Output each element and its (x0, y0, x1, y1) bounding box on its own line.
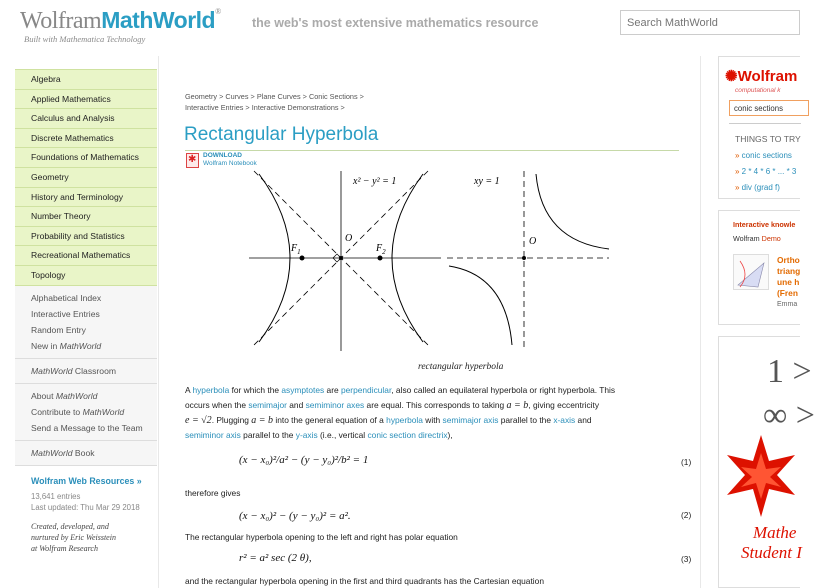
math-inline: e = √2 (185, 415, 212, 426)
focus-1-label: $F_1$ (291, 243, 301, 256)
link-semiminor-axes[interactable]: semiminor axes (305, 400, 365, 410)
sidebar-item-algebra[interactable]: Algebra (15, 70, 157, 90)
breadcrumb-plane-curves[interactable]: Plane Curves (256, 92, 301, 101)
sidebar-item-number-theory[interactable]: Number Theory (15, 207, 157, 227)
title-divider (185, 150, 679, 151)
sidebar-item-discrete-mathematics[interactable]: Discrete Mathematics (15, 129, 157, 149)
text: with (422, 415, 443, 425)
right-plot (447, 171, 609, 351)
interactive-entries-link[interactable]: Interactive Entries (31, 308, 100, 319)
demo-label: Demo (761, 234, 781, 243)
link-y-axis[interactable]: y-axis (295, 430, 318, 440)
breadcrumb-interactive-demos[interactable]: Interactive Demonstrations (251, 102, 339, 112)
link-hyperbola[interactable]: hyperbola (386, 415, 423, 425)
topic-nav (15, 69, 157, 286)
arrow-icon: » (735, 167, 742, 176)
text: , giving eccentricity (528, 400, 600, 410)
mathworld-logo[interactable] (20, 7, 221, 35)
intro-paragraph (185, 383, 685, 443)
credit-line: at Wolfram Research (31, 543, 98, 553)
text: , also called an equilateral hyperbola or right hyperbola. This (391, 385, 616, 395)
breadcrumb-interactive-entries[interactable]: Interactive Entries (185, 102, 244, 112)
hyperbola-branch-q1 (536, 174, 609, 249)
demo-heading: Interactive knowle (733, 220, 796, 229)
equation-1: (x − x₀)²/a² − (y − y₀)²/b² = 1 (239, 454, 369, 466)
wolfram-web-resources-link[interactable]: Wolfram Web Resources » (31, 475, 142, 486)
link-perpendicular[interactable]: perpendicular (340, 385, 392, 395)
link-semiminor-axis[interactable]: semiminor axis (185, 430, 241, 440)
page-title: Rectangular Hyperbola (184, 124, 379, 145)
contribute-link[interactable] (15, 404, 157, 420)
link-x-axis[interactable]: x-axis (553, 415, 576, 425)
link-hyperbola[interactable]: hyperbola (192, 385, 230, 395)
last-updated: Last updated: Thu Mar 29 2018 (31, 502, 140, 512)
left-plot (249, 171, 441, 351)
text: are (324, 385, 341, 395)
focus-2-label: $F_2$ (376, 243, 386, 256)
search-input[interactable] (620, 10, 800, 35)
credit-line: Created, developed, and (31, 521, 109, 531)
credit-line: nurtured by Eric Weisstein (31, 532, 116, 542)
promo-infinity: ∞ > (763, 397, 815, 434)
wolfram-alpha-input[interactable] (729, 100, 809, 116)
polar-text: The rectangular hyperbola opening to the left and right has polar equation (185, 532, 458, 542)
demo-thumbnail-graphic (734, 255, 770, 291)
download-label: DOWNLOAD (203, 152, 242, 159)
link-semimajor[interactable]: semimajor (248, 400, 287, 410)
demo-title-line: Ortho (777, 255, 800, 265)
breadcrumb-conic-sections[interactable]: Conic Sections (308, 92, 358, 101)
wa-example-text: div (grad f) (741, 183, 780, 192)
figure-caption: rectangular hyperbola (418, 362, 504, 372)
arrow-icon: » (735, 151, 742, 160)
breadcrumb (185, 92, 364, 113)
download-sub-label: Wolfram Notebook (203, 160, 257, 167)
equation-1-number: (1) (681, 457, 692, 467)
wa-logo-text: Wolfram (737, 68, 798, 85)
new-in-prefix: New in (31, 340, 60, 351)
hyperbola-branch-q3 (449, 266, 512, 345)
right-column (718, 56, 815, 588)
demo-title-line: (Fren (777, 288, 798, 298)
mathworld-book-link[interactable] (15, 445, 157, 461)
mathworld-classroom-link[interactable] (15, 363, 157, 379)
right-equation-label: xy = 1 (474, 176, 500, 187)
hyperbola-figure (249, 171, 609, 361)
contribute-prefix: Contribute to (31, 406, 83, 417)
text: into the general equation of a (273, 415, 387, 425)
text: . Plugging (211, 415, 252, 425)
demonstrations-box (718, 210, 800, 325)
link-asymptotes[interactable]: asymptotes (281, 385, 325, 395)
text: (i.e., vertical (317, 430, 368, 440)
demo-title-link[interactable] (777, 255, 800, 299)
about-prefix: About (31, 390, 56, 401)
random-entry-link[interactable]: Random Entry (31, 324, 86, 335)
demo-title-line: triang (777, 266, 801, 276)
cartesian-text: and the rectangular hyperbola opening in the first and third quadrants has the Cartesian equation (185, 576, 544, 586)
logo-trademark: ® (215, 7, 221, 16)
mathworld-italic: MathWorld (59, 340, 102, 351)
therefore-text: therefore gives (185, 488, 241, 498)
focus-2-point (378, 256, 383, 261)
mathworld-italic: MathWorld (31, 365, 73, 376)
student-promo-box[interactable] (718, 336, 815, 588)
link-semimajor-axis[interactable]: semimajor axis (442, 415, 499, 425)
built-with-text: Built with Mathematica Technology (24, 34, 146, 44)
sidebar-item-geometry[interactable]: Geometry (15, 168, 157, 188)
promo-title-line: Student I (741, 543, 802, 562)
left-equation-label: x² − y² = 1 (353, 176, 397, 187)
index-nav (15, 286, 157, 359)
breadcrumb-line (185, 92, 364, 103)
wa-subtitle: computational k (735, 87, 781, 94)
sidebar-item-calculus-analysis[interactable]: Calculus and Analysis (15, 109, 157, 129)
credit-text (31, 521, 157, 554)
logo-mathworld: MathWorld (101, 7, 216, 33)
main-content (158, 56, 701, 588)
new-in-mathworld-link[interactable] (15, 338, 157, 354)
equation-3-number: (3) (681, 554, 692, 564)
equation-2: (x − x₀)² − (y − y₀)² = a². (239, 510, 351, 522)
text: for which the (229, 385, 282, 395)
wa-example-link[interactable] (735, 151, 792, 160)
wa-example-link[interactable] (735, 183, 780, 192)
mathworld-italic: MathWorld (55, 390, 98, 401)
text: ), (447, 430, 453, 440)
wa-example-text: 2 * 4 * 6 * ... * 3 (741, 167, 797, 176)
equation-3: r² = a² sec (2 θ), (239, 552, 312, 564)
promo-number: 1 > (767, 353, 812, 390)
sidebar-item-topology[interactable]: Topology (15, 266, 157, 286)
demo-title-line: une h (777, 277, 800, 287)
arrow-icon: » (735, 183, 742, 192)
origin-label: O (345, 233, 353, 244)
sidebar-item-probability[interactable]: Probability and Statistics (15, 227, 157, 247)
notebook-icon (186, 153, 199, 168)
breadcrumb-sep: > (248, 92, 257, 101)
wa-example-text: conic sections (741, 151, 792, 160)
header (0, 0, 800, 52)
origin-point (522, 256, 526, 260)
text: and (286, 400, 306, 410)
breadcrumb-sep: > (338, 102, 345, 112)
breadcrumb-sep: > (357, 92, 364, 101)
send-message-link[interactable]: Send a Message to the Team (31, 422, 143, 433)
sidebar-item-foundations[interactable]: Foundations of Mathematics (15, 148, 157, 168)
demo-author: Emma (777, 301, 798, 308)
focus-1-point (300, 256, 305, 261)
spikey-star-icon (723, 431, 799, 521)
breadcrumb-curves[interactable]: Curves (225, 92, 249, 101)
mathworld-italic: MathWorld (82, 406, 125, 417)
things-to-try-heading: THINGS TO TRY (735, 134, 801, 144)
book-suffix: Book (72, 447, 95, 458)
promo-title-line: Mathe (753, 523, 797, 542)
demo-thumbnail[interactable] (733, 254, 769, 290)
breadcrumb-sep: > (300, 92, 309, 101)
site-tagline: the web's most extensive mathematics resource (252, 16, 539, 30)
sidebar-item-history[interactable]: History and Terminology (15, 188, 157, 208)
entries-count: 13,641 entries (31, 491, 81, 501)
link-conic-directrix[interactable]: conic section directrix (367, 430, 448, 440)
text: and (575, 415, 592, 425)
wolfram-star-icon: ✺ (725, 68, 738, 85)
breadcrumb-line (185, 103, 364, 114)
text: parallel to the (240, 430, 296, 440)
sidebar-item-recreational[interactable]: Recreational Mathematics (15, 246, 157, 266)
text: occurs when the (185, 400, 249, 410)
mathworld-italic: MathWorld (31, 447, 73, 458)
text: A (185, 385, 193, 395)
math-inline: a = b (506, 400, 529, 411)
math-inline: a = b (251, 415, 274, 426)
wolfram-alpha-box (718, 56, 800, 199)
about-mathworld-link[interactable] (15, 388, 157, 404)
wolfram-alpha-logo[interactable] (725, 67, 797, 85)
alphabetical-index-link[interactable]: Alphabetical Index (31, 292, 102, 303)
classroom-suffix: Classroom (72, 365, 117, 376)
logo-wolfram: Wolfram (20, 8, 102, 34)
origin-label: O (529, 236, 537, 247)
equation-2-number: (2) (681, 510, 692, 520)
breadcrumb-sep: > (243, 102, 252, 112)
demo-brand (733, 234, 781, 243)
classroom-nav (15, 359, 157, 384)
demo-wolfram-text: Wolfram (733, 234, 762, 243)
text: parallel to the (498, 415, 554, 425)
resources-section (15, 466, 157, 554)
text: are equal. This corresponds to taking (364, 400, 507, 410)
breadcrumb-geometry[interactable]: Geometry (185, 92, 218, 101)
sidebar-item-applied-mathematics[interactable]: Applied Mathematics (15, 90, 157, 110)
breadcrumb-sep: > (217, 92, 226, 101)
sidebar (15, 69, 157, 588)
about-nav (15, 384, 157, 441)
book-nav (15, 441, 157, 466)
wa-example-link[interactable] (735, 167, 796, 176)
wa-divider (729, 123, 801, 124)
